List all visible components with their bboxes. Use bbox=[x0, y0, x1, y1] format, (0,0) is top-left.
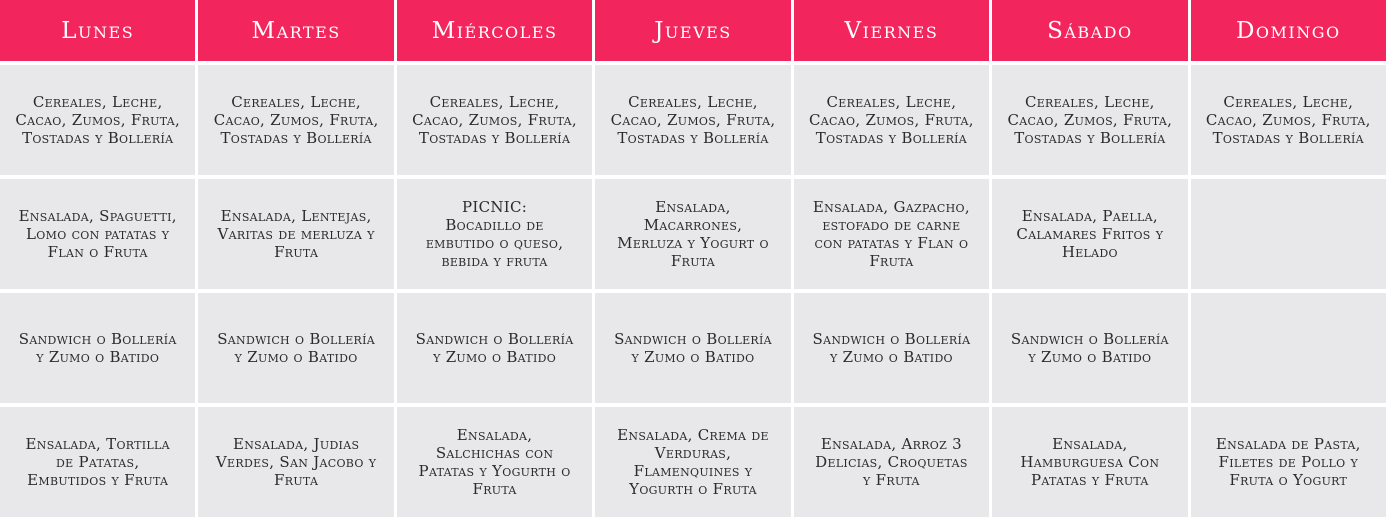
day-header-miercoles: Miércoles bbox=[397, 0, 592, 61]
menu-cell: Sandwich o Bollería y Zumo o Batido bbox=[198, 293, 393, 403]
menu-cell: Sandwich o Bollería y Zumo o Batido bbox=[0, 293, 195, 403]
menu-cell: Sandwich o Bollería y Zumo o Batido bbox=[794, 293, 989, 403]
menu-cell: Cereales, Leche, Cacao, Zumos, Fruta, Tostadas y Bollería bbox=[198, 65, 393, 175]
menu-cell: PICNIC: Bocadillo de embutido o queso, bebida y fruta bbox=[397, 179, 592, 289]
menu-cell: Ensalada, Paella, Calamares Fritos y Helado bbox=[992, 179, 1187, 289]
menu-cell: Ensalada, Hamburguesa Con Patatas y Fruta bbox=[992, 407, 1187, 517]
menu-cell: Ensalada, Tortilla de Patatas, Embutidos y Fruta bbox=[0, 407, 195, 517]
menu-cell: Cereales, Leche, Cacao, Zumos, Fruta, Tostadas y Bollería bbox=[0, 65, 195, 175]
menu-cell: Sandwich o Bollería y Zumo o Batido bbox=[397, 293, 592, 403]
menu-cell: Cereales, Leche, Cacao, Zumos, Fruta, Tostadas y Bollería bbox=[595, 65, 790, 175]
menu-cell: Cereales, Leche, Cacao, Zumos, Fruta, Tostadas y Bollería bbox=[794, 65, 989, 175]
day-header-jueves: Jueves bbox=[595, 0, 790, 61]
menu-cell: Cereales, Leche, Cacao, Zumos, Fruta, Tostadas y Bollería bbox=[397, 65, 592, 175]
menu-cell: Cereales, Leche, Cacao, Zumos, Fruta, Tostadas y Bollería bbox=[992, 65, 1187, 175]
day-header-lunes: Lunes bbox=[0, 0, 195, 61]
menu-cell: Ensalada, Lentejas, Varitas de merluza y Fruta bbox=[198, 179, 393, 289]
menu-cell-empty bbox=[1191, 179, 1386, 289]
day-header-viernes: Viernes bbox=[794, 0, 989, 61]
menu-cell: Ensalada, Judias Verdes, San Jacobo y Fruta bbox=[198, 407, 393, 517]
menu-cell: Cereales, Leche, Cacao, Zumos, Fruta, Tostadas y Bollería bbox=[1191, 65, 1386, 175]
menu-cell: Ensalada, Gazpacho, estofado de carne con patatas y Flan o Fruta bbox=[794, 179, 989, 289]
menu-cell: Sandwich o Bollería y Zumo o Batido bbox=[992, 293, 1187, 403]
menu-cell: Sandwich o Bollería y Zumo o Batido bbox=[595, 293, 790, 403]
menu-cell: Ensalada, Salchichas con Patatas y Yogurth o Fruta bbox=[397, 407, 592, 517]
day-header-sabado: Sábado bbox=[992, 0, 1187, 61]
menu-cell: Ensalada, Spaguetti, Lomo con patatas y Flan o Fruta bbox=[0, 179, 195, 289]
menu-cell: Ensalada de Pasta, Filetes de Pollo y Fruta o Yogurt bbox=[1191, 407, 1386, 517]
menu-cell-empty bbox=[1191, 293, 1386, 403]
menu-cell: Ensalada, Crema de Verduras, Flamenquines y Yogurth o Fruta bbox=[595, 407, 790, 517]
menu-cell: Ensalada, Arroz 3 Delicias, Croquetas y Fruta bbox=[794, 407, 989, 517]
day-header-martes: Martes bbox=[198, 0, 393, 61]
menu-cell: Ensalada, Macarrones, Merluza y Yogurt o Fruta bbox=[595, 179, 790, 289]
day-header-domingo: Domingo bbox=[1191, 0, 1386, 61]
